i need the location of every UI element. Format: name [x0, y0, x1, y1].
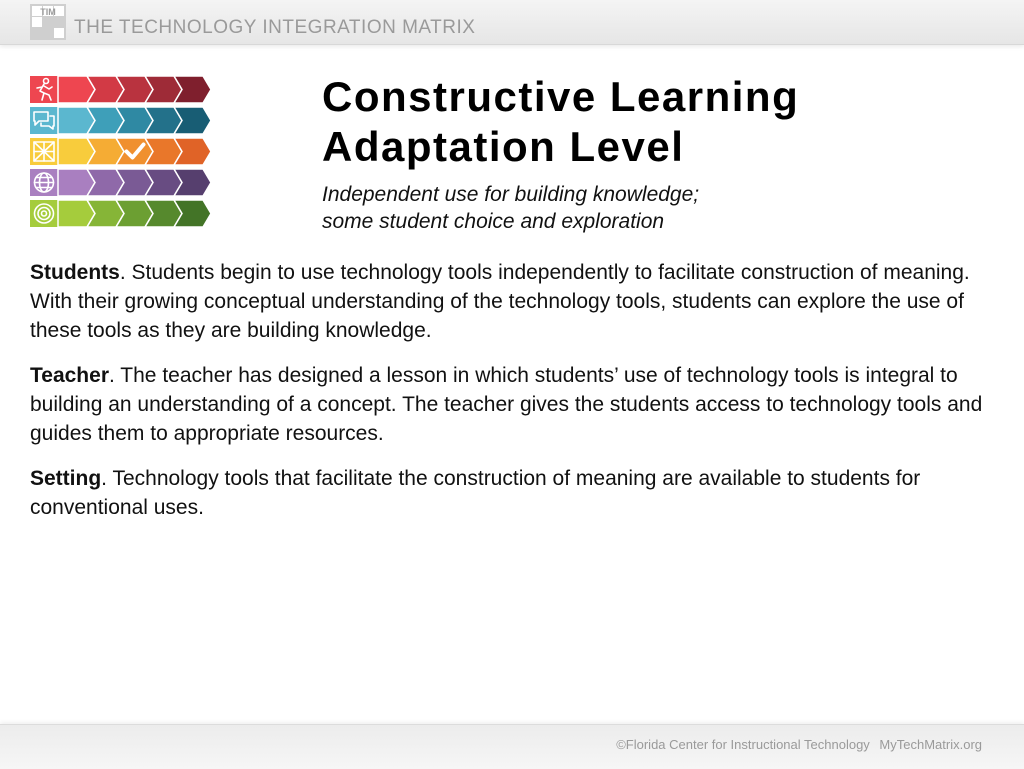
level-subtitle	[322, 181, 972, 235]
footer-text	[610, 737, 982, 752]
matrix-row	[30, 200, 211, 227]
tim-logo	[30, 4, 66, 40]
title-line-1: Constructive Learning	[322, 73, 800, 120]
students-label: Students	[30, 261, 120, 284]
subtitle-line-2: some student choice and exploration	[322, 210, 665, 233]
teacher-label: Teacher	[30, 364, 109, 387]
matrix-row	[30, 76, 211, 103]
teacher-text: The teacher has designed a lesson in which students’ use of technology tools is integral to building an understanding of a concept. The teacher gives the students access to technology tools and guides them to appropriate resources.	[30, 364, 983, 445]
footer-band	[0, 724, 1024, 769]
header-band	[0, 0, 1024, 45]
setting-label: Setting	[30, 467, 102, 490]
level-title	[322, 72, 972, 172]
scaffold-icon	[34, 142, 54, 161]
setting-paragraph: Setting. Technology tools that facilitate the construction of meaning are available to students for conventional uses.	[30, 467, 921, 519]
teacher-paragraph: Teacher. The teacher has designed a lesson in which students’ use of technology tools is integral to building an understanding of a concept. The teacher gives the students access to technology tools and guides them to appropriate resources.	[30, 364, 983, 445]
students-text: Students begin to use technology tools independently to facilitate construction of meaning. With their growing conceptual understanding of the technology tools, students can explore the use of these tools as they are building knowledge.	[30, 261, 970, 342]
subtitle-line-1: Independent use for building knowledge;	[322, 183, 700, 206]
header-title: THE TECHNOLOGY INTEGRATION MATRIX	[74, 17, 476, 38]
matrix-row	[30, 107, 211, 134]
students-paragraph: Students. Students begin to use technology tools independently to facilitate construction of meaning. With their growing conceptual understanding of the technology tools, students can explore the use of these tools as they are building knowledge.	[30, 261, 970, 342]
matrix-row	[30, 138, 211, 165]
content-body	[30, 258, 990, 538]
matrix-graphic	[30, 76, 258, 231]
title-line-2: Adaptation Level	[322, 123, 685, 170]
setting-text: Technology tools that facilitate the construction of meaning are available to students for conventional uses.	[30, 467, 921, 519]
footer-copyright: ©Florida Center for Instructional Technology	[616, 737, 870, 752]
logo-text: TIM	[40, 7, 56, 17]
matrix-row	[30, 169, 211, 196]
footer-url[interactable]: MyTechMatrix.org	[879, 737, 982, 752]
